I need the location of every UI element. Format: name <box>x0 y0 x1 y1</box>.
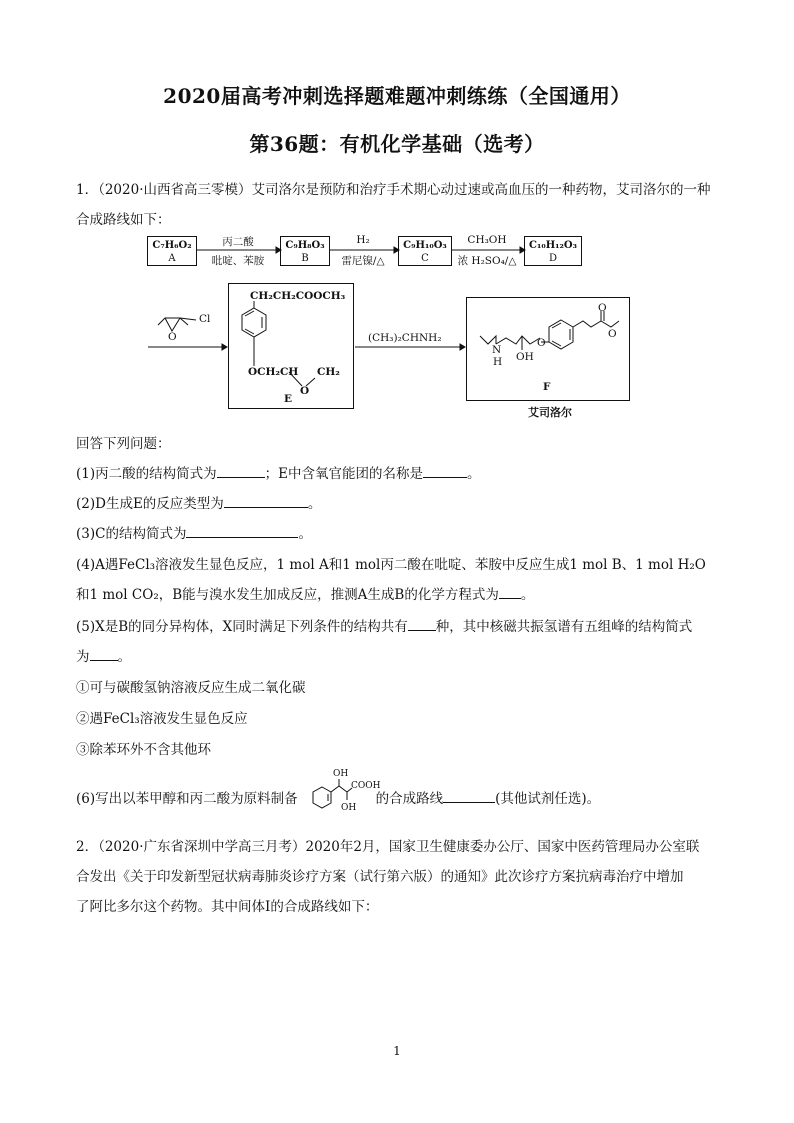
compound-c-formula: C₉H₁₀O₃ <box>403 240 447 251</box>
q1-part-4-text-b: 。 <box>520 587 535 603</box>
target-oh-bottom: OH <box>341 803 357 813</box>
answer-blank-8[interactable] <box>443 790 495 803</box>
q1-part-6-text-b: 的合成路线 <box>375 791 444 807</box>
reagent-2-bottom: 雷尼镍/△ <box>341 255 385 267</box>
f-carbonyl-o: O <box>598 302 607 314</box>
answer-blank-5[interactable] <box>499 586 521 599</box>
reagent-2-top: H₂ <box>356 234 370 246</box>
q1-intro-line-2: 合成路线如下： <box>76 212 171 228</box>
q1-part-3 <box>76 522 312 542</box>
q1-part-3-text-b: 。 <box>298 526 312 542</box>
q1-part-5-text-d: 。 <box>117 649 131 665</box>
answer-blank-6[interactable] <box>408 618 436 631</box>
epoxide-cl-label: Cl <box>199 313 211 325</box>
e-bottom-group: OCH₂CH <box>248 366 299 378</box>
answer-blank-3[interactable] <box>224 495 308 508</box>
reagent-3-top: CH₃OH <box>467 234 507 246</box>
compound-a-formula: C₇H₆O₂ <box>152 240 192 251</box>
section-title: 第36题：有机化学基础（选考） <box>249 132 545 156</box>
answer-blank-2[interactable] <box>423 465 467 478</box>
q2-line-2: 合发出《关于印发新型冠状病毒肺炎诊疗方案（试行第六版）的通知》此次诊疗方案抗病毒治疗中增加 <box>76 869 684 885</box>
compound-d-label: D <box>548 253 558 264</box>
q1-part-1-text-a: (1)丙二酸的结构简式为 <box>76 466 217 482</box>
target-cooh: COOH <box>351 781 381 791</box>
condition-2: ②遇FeCl₃溶液发生显色反应 <box>76 711 248 727</box>
compound-d-formula: C₁₀H₁₂O₃ <box>528 240 578 251</box>
q1-part-5-line-1 <box>76 615 692 635</box>
q1-part-6-text-c: (其他试剂任选)。 <box>495 791 601 807</box>
q1-part-1 <box>76 462 480 482</box>
epoxide-o-label: O <box>168 331 177 343</box>
f-n-label: N <box>492 344 502 356</box>
e-bottom-ch2: CH₂ <box>317 366 340 378</box>
q1-part-5-text-c: 为 <box>76 649 90 665</box>
f-ether-o: O <box>537 337 546 349</box>
q1-part-4-text-a: 和1 mol CO₂，B能与溴水发生加成反应，推测A生成B的化学方程式为 <box>76 587 499 603</box>
compound-c-label: C <box>421 253 429 264</box>
q1-part-6 <box>76 787 600 807</box>
compound-e-label: E <box>284 393 293 405</box>
reagent-4: (CH₃)₂CHNH₂ <box>368 332 442 344</box>
answer-prompt: 回答下列问题： <box>76 436 171 452</box>
reagent-1-top: 丙二酸 <box>222 236 254 248</box>
q1-part-4-line-1: (4)A遇FeCl₃溶液发生显色反应，1 mol A和1 mol丙二酸在吡啶、苯胺中反应生成1 mol B、1 mol H₂O <box>76 557 706 573</box>
q1-part-6-text-a: (6)写出以苯甲醇和丙二酸为原料制备 <box>76 791 298 807</box>
answer-blank-7[interactable] <box>90 648 118 661</box>
compound-b-formula: C₉H₈O₃ <box>285 240 325 251</box>
target-oh-top: OH <box>333 769 349 779</box>
e-ring-oxygen: O <box>300 385 310 397</box>
q1-part-1-text-b: ；E中含氧官能团的名称是 <box>264 466 423 482</box>
document-title: 2020届高考冲刺选择题难题冲刺练练（全国通用） <box>163 84 631 108</box>
compound-a-label: A <box>168 253 176 264</box>
reagent-1-bottom: 吡啶、苯胺 <box>211 255 265 267</box>
q1-intro-line-1: 1．（2020·山西省高三零模）艾司洛尔是预防和治疗手术期心动过速或高血压的一种药物，艾司洛尔的一种 <box>76 182 711 198</box>
q2-line-3: 了阿比多尔这个药物。其中间体I的合成路线如下： <box>76 899 379 915</box>
f-ester-o: O <box>608 328 617 340</box>
q1-part-3-text-a: (3)C的结构简式为 <box>76 526 187 542</box>
answer-blank-4[interactable] <box>186 525 298 538</box>
q1-part-2-text-a: (2)D生成E的反应类型为 <box>76 496 224 512</box>
q1-part-5-text-b: 种，其中核磁共振氢谱有五组峰的结构简式 <box>435 619 693 635</box>
reagent-3-bottom: 浓 H₂SO₄/△ <box>457 255 517 267</box>
condition-1: ①可与碳酸氢钠溶液反应生成二氧化碳 <box>76 680 306 696</box>
answer-blank-1[interactable] <box>217 465 265 478</box>
q1-part-1-text-c: 。 <box>466 466 481 482</box>
condition-3: ③除苯环外不含其他环 <box>76 742 211 758</box>
e-top-group: CH₂CH₂COOCH₃ <box>250 290 346 302</box>
q2-line-1: 2．（2020·广东省深圳中学高三月考）2020年2月，国家卫生健康委办公厅、国家中医药管理局办公室联 <box>76 839 700 855</box>
q1-part-2 <box>76 492 321 512</box>
q1-part-5-text-a: (5)X是B的同分异构体，X同时满足下列条件的结构共有 <box>76 619 408 635</box>
compound-f-label: F <box>543 381 551 393</box>
f-oh-label: OH <box>516 351 534 363</box>
q1-part-5-line-2 <box>76 645 131 665</box>
f-h-label: H <box>493 356 503 368</box>
compound-f-name: 艾司洛尔 <box>528 406 572 419</box>
compound-b-label: B <box>301 253 309 264</box>
q1-part-2-text-b: 。 <box>307 496 322 512</box>
q1-part-4-line-2 <box>76 583 534 603</box>
page-number: 1 <box>393 1044 401 1058</box>
